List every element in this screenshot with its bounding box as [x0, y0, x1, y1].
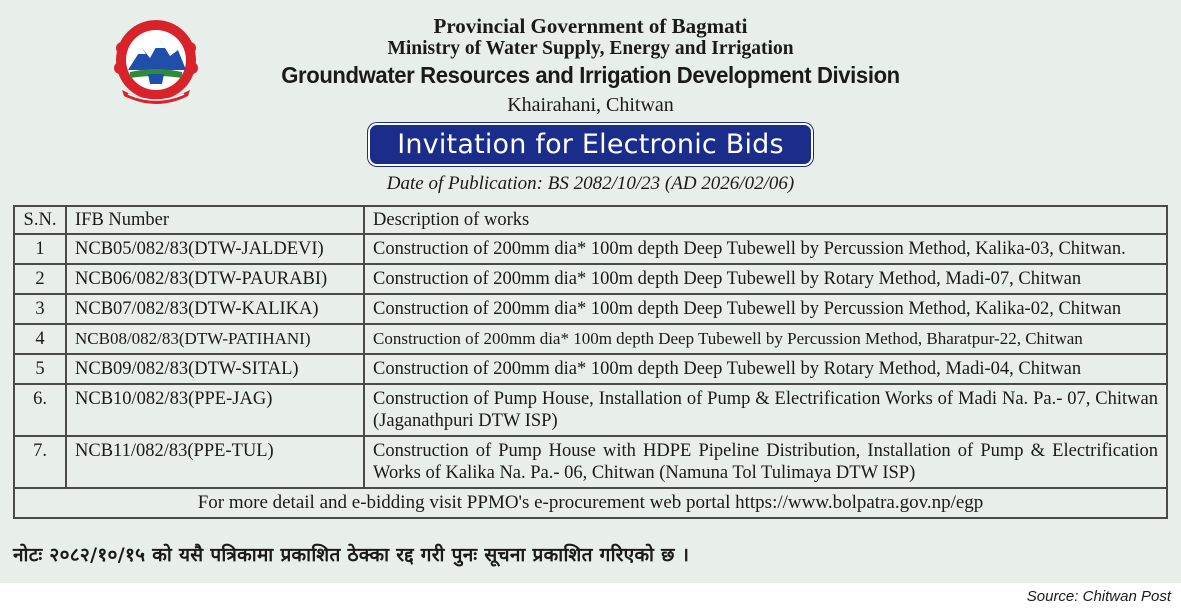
portal-info: For more detail and e-bidding visit PPMO's e-procurement web portal https://www.bolpatra.gov.np/egp [14, 488, 1167, 518]
province-title: Provincial Government of Bagmati [433, 14, 748, 38]
publication-date: Date of Publication: BS 2082/10/23 (AD 2026/02/06) [386, 173, 795, 194]
header-description: Description of works [364, 206, 1167, 234]
table-row [14, 294, 1167, 324]
row-sn: 4 [14, 324, 66, 354]
row-description: Construction of 200mm dia* 100m depth Deep Tubewell by Percussion Method, Kalika-02, Chitwan [364, 294, 1167, 324]
row-sn: 7. [14, 436, 66, 488]
table-row [14, 384, 1167, 436]
row-ifb: NCB09/082/83(DTW-SITAL) [66, 354, 364, 384]
header-ifb-number: IFB Number [66, 206, 364, 234]
table-footer-row [14, 488, 1167, 518]
row-description: Construction of 200mm dia* 100m depth Deep Tubewell by Percussion Method, Bharatpur-22, Chitwan [364, 324, 1167, 354]
cancellation-note: नोटः २०८२/१०/१५ को यसै पत्रिकामा प्रकाशित ठेक्का रद्द गरी पुनः सूचना प्रकाशित गरिएको छ । [13, 544, 690, 566]
row-ifb: NCB10/082/83(PPE-JAG) [66, 384, 364, 436]
row-sn: 1 [14, 234, 66, 264]
table-row [14, 324, 1167, 354]
row-sn: 2 [14, 264, 66, 294]
source-credit: Source: Chitwan Post [1026, 588, 1171, 605]
row-description: Construction of 200mm dia* 100m depth Deep Tubewell by Rotary Method, Madi-07, Chitwan [364, 264, 1167, 294]
row-ifb: NCB06/082/83(DTW-PAURABI) [66, 264, 364, 294]
row-sn: 5 [14, 354, 66, 384]
table-row [14, 234, 1167, 264]
row-ifb: NCB05/082/83(DTW-JALDEVI) [66, 234, 364, 264]
row-description: Construction of 200mm dia* 100m depth Deep Tubewell by Rotary Method, Madi-04, Chitwan [364, 354, 1167, 384]
bids-table [13, 205, 1168, 519]
table-header-row [14, 206, 1167, 234]
office-location: Khairahani, Chitwan [507, 94, 674, 116]
row-sn: 3 [14, 294, 66, 324]
row-sn: 6. [14, 384, 66, 436]
row-ifb: NCB11/082/83(PPE-TUL) [66, 436, 364, 488]
table-row [14, 264, 1167, 294]
row-ifb: NCB07/082/83(DTW-KALIKA) [66, 294, 364, 324]
table-row [14, 354, 1167, 384]
row-description: Construction of 200mm dia* 100m depth Deep Tubewell by Percussion Method, Kalika-03, Chitwan. [364, 234, 1167, 264]
row-description: Construction of Pump House, Installation of Pump & Electrification Works of Madi Na. Pa.- 07, Chitwan (Jaganathpuri DTW ISP) [364, 384, 1167, 436]
division-title: Groundwater Resources and Irrigation Development Division [281, 62, 900, 88]
row-ifb: NCB08/082/83(DTW-PATIHANI) [66, 324, 364, 354]
invitation-banner: Invitation for Electronic Bids [368, 123, 813, 166]
header-sn: S.N. [14, 206, 66, 234]
row-description: Construction of Pump House with HDPE Pipeline Distribution, Installation of Pump & Electrification Works of Kalika Na. Pa.- 06, Chitwan (Namuna Tol Tulimaya DTW ISP) [364, 436, 1167, 488]
ministry-title: Ministry of Water Supply, Energy and Irrigation [387, 38, 794, 59]
table-row [14, 436, 1167, 488]
